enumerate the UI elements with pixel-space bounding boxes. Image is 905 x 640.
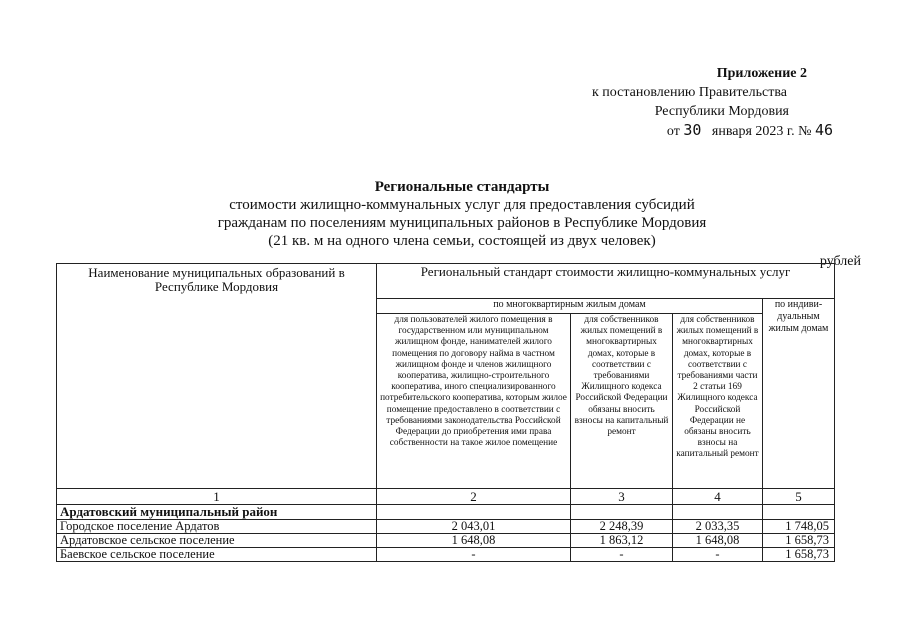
standards-table [56,263,835,562]
header-users-of-premises: для пользователей жилого помещения в государственном или муниципальном жилищном фонде, нанимателей жилого помещения по договору найма в частном жилищном фонде и членов жилищного кооператива, жилищно-строительного кооператива, иного специализированного потребительского кооператива, которым жилое помещение предоставлено в соответствии с требованиями законодательства Российской Федерации до приобретения ими права собственности на такое жилое помещение [377,314,571,489]
heading-line-2: стоимости жилищно-коммунальных услуг для предоставления субсидий [229,197,695,213]
value-cell: 2 033,35 [673,520,763,534]
value-cell: 2 043,01 [377,520,571,534]
heading-title: Региональные стандарты [374,179,550,195]
value-cell: 1 648,08 [377,534,571,548]
heading-line-3: гражданам по поселениям муниципальных районов в Республике Мордовия [217,215,707,231]
value-cell: 2 248,39 [571,520,673,534]
header-owners-not-obliged: для собственников жилых помещений в многоквартирных домах, которые в соответствии с требованиями части 2 статьи 169 Жилищного кодекса Российской Федерации не обязаны вносить взносы на капитальный ремонт [673,314,763,489]
appendix-line-2: к постановлению Правительства [591,85,787,100]
value-cell: 1 748,05 [763,520,835,534]
value-cell: 1 658,73 [763,534,835,548]
header-multi-apartment: по многоквартирным жилым домам [377,299,763,314]
settlement-name: Баевское сельское поселение [57,548,377,562]
header-owners-obliged: для собственников жилых помещений в многоквартирных домах, которые в соответствии с требованиями Жилищного кодекса Российской Федерации обязаны вносить взносы на капитальный ремонт [571,314,673,489]
section-title: Ардатовский муниципальный район [57,505,377,520]
table-row [57,548,835,562]
table-row [57,520,835,534]
header-individual-houses: по индиви-дуальным жилым домам [763,299,835,489]
document-heading [40,178,884,250]
table-row [57,534,835,548]
column-number-row [57,489,835,505]
column-number: 4 [673,489,763,505]
column-number: 2 [377,489,571,505]
value-cell: 1 658,73 [763,548,835,562]
column-number: 3 [571,489,673,505]
date-prefix: от [666,124,680,139]
appendix-block [592,64,833,141]
heading-line-4: (21 кв. м на одного члена семьи, состоящей из двух человек) [268,233,656,249]
appendix-line-3: Республики Мордовия [654,104,789,119]
decree-number: 46 [814,121,833,139]
value-cell: 1 863,12 [571,534,673,548]
header-name-column: Наименование муниципальных образований в Республике Мордовия [57,264,377,489]
value-cell: 1 648,08 [673,534,763,548]
date-day: 30 [683,121,702,139]
appendix-date-line [592,121,833,141]
section-row [57,505,835,520]
column-number: 5 [763,489,835,505]
unit-label: рублей [819,254,861,269]
value-cell: - [571,548,673,562]
date-month-year: января 2023 г. № [711,124,812,139]
value-cell: - [673,548,763,562]
header-standard: Региональный стандарт стоимости жилищно-коммунальных услуг [377,264,835,299]
settlement-name: Городское поселение Ардатов [57,520,377,534]
column-number: 1 [57,489,377,505]
value-cell: - [377,548,571,562]
appendix-title: Приложение 2 [716,66,807,81]
settlement-name: Ардатовское сельское поселение [57,534,377,548]
